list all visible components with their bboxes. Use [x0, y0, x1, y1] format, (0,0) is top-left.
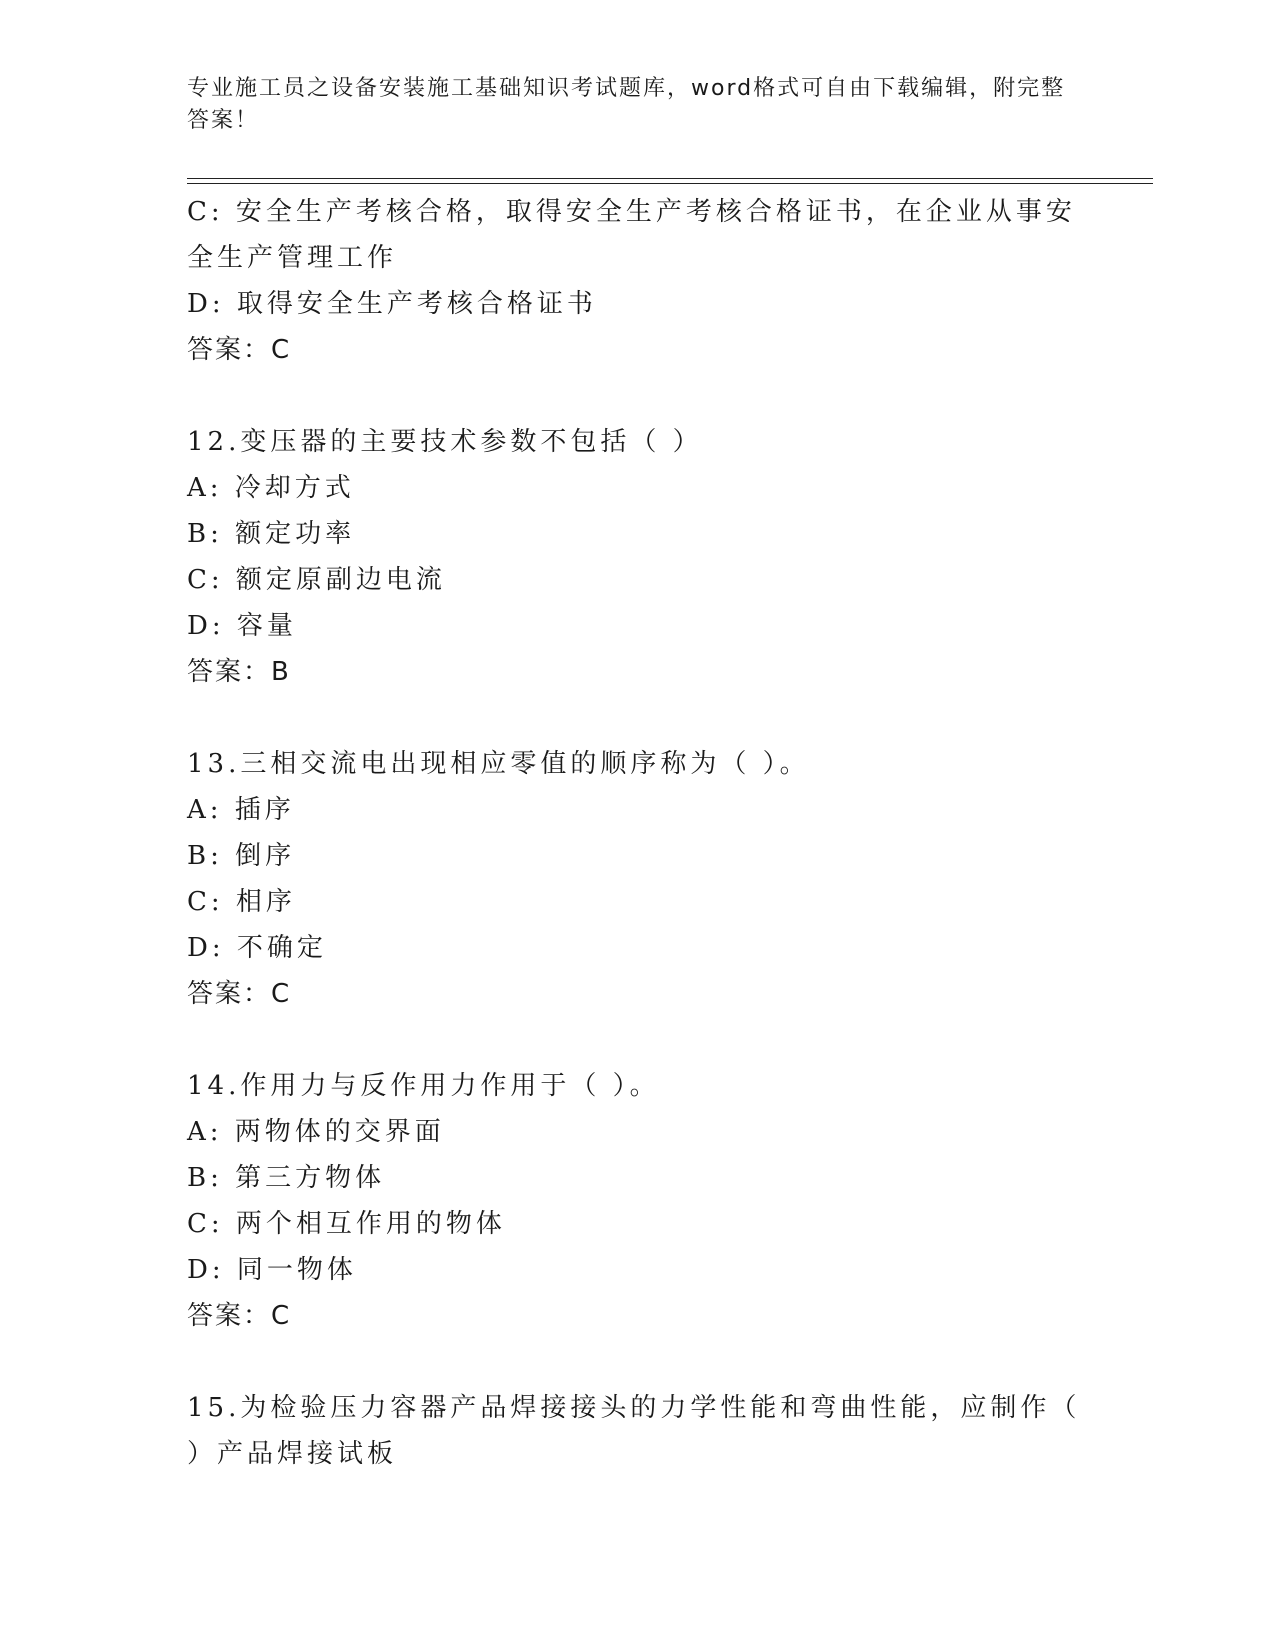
- header-divider-top: [187, 178, 1153, 179]
- question-stem: 13.三相交流电出现相应零值的顺序称为（ ）。: [187, 749, 810, 779]
- option-c: C: 两个相互作用的物体: [187, 1209, 506, 1239]
- question-stem: 12.变压器的主要技术参数不包括（ ）: [187, 427, 703, 457]
- question-block-15: [187, 1385, 1093, 1477]
- option-c: C: 相序: [187, 887, 296, 917]
- question-block-13: [187, 741, 1087, 1017]
- question-stem: 14.作用力与反作用力作用于（ ）。: [187, 1071, 660, 1101]
- option-b: B: 额定功率: [187, 519, 356, 549]
- question-list: [187, 189, 1093, 1477]
- option-c: C: 额定原副边电流: [187, 565, 446, 595]
- answer-line: 答案：C: [187, 1301, 292, 1331]
- option-a: A: 两物体的交界面: [187, 1117, 445, 1147]
- option-c: C: 安全生产考核合格，取得安全生产考核合格证书，在企业从事安全生产管理工作: [187, 197, 1076, 273]
- option-b: B: 第三方物体: [187, 1163, 386, 1193]
- option-a: A: 冷却方式: [187, 473, 355, 503]
- option-d: D: 取得安全生产考核合格证书: [187, 289, 597, 319]
- question-block-carryover: [187, 189, 1087, 373]
- option-a: A: 插序: [187, 795, 295, 825]
- document-header: 专业施工员之设备安装施工基础知识考试题库，word格式可自由下载编辑，附完整答案！: [187, 76, 1066, 133]
- option-b: B: 倒序: [187, 841, 296, 871]
- answer-line: 答案：B: [187, 657, 291, 687]
- question-block-12: [187, 419, 1087, 695]
- question-stem: 15.为检验压力容器产品焊接接头的力学性能和弯曲性能，应制作（ ）产品焊接试板: [187, 1393, 1093, 1469]
- answer-line: 答案：C: [187, 979, 292, 1009]
- header-divider-bottom: [187, 183, 1153, 184]
- question-block-14: [187, 1063, 1087, 1339]
- answer-line: 答案：C: [187, 335, 292, 365]
- option-d: D: 容量: [187, 611, 297, 641]
- option-d: D: 不确定: [187, 933, 327, 963]
- option-d: D: 同一物体: [187, 1255, 357, 1285]
